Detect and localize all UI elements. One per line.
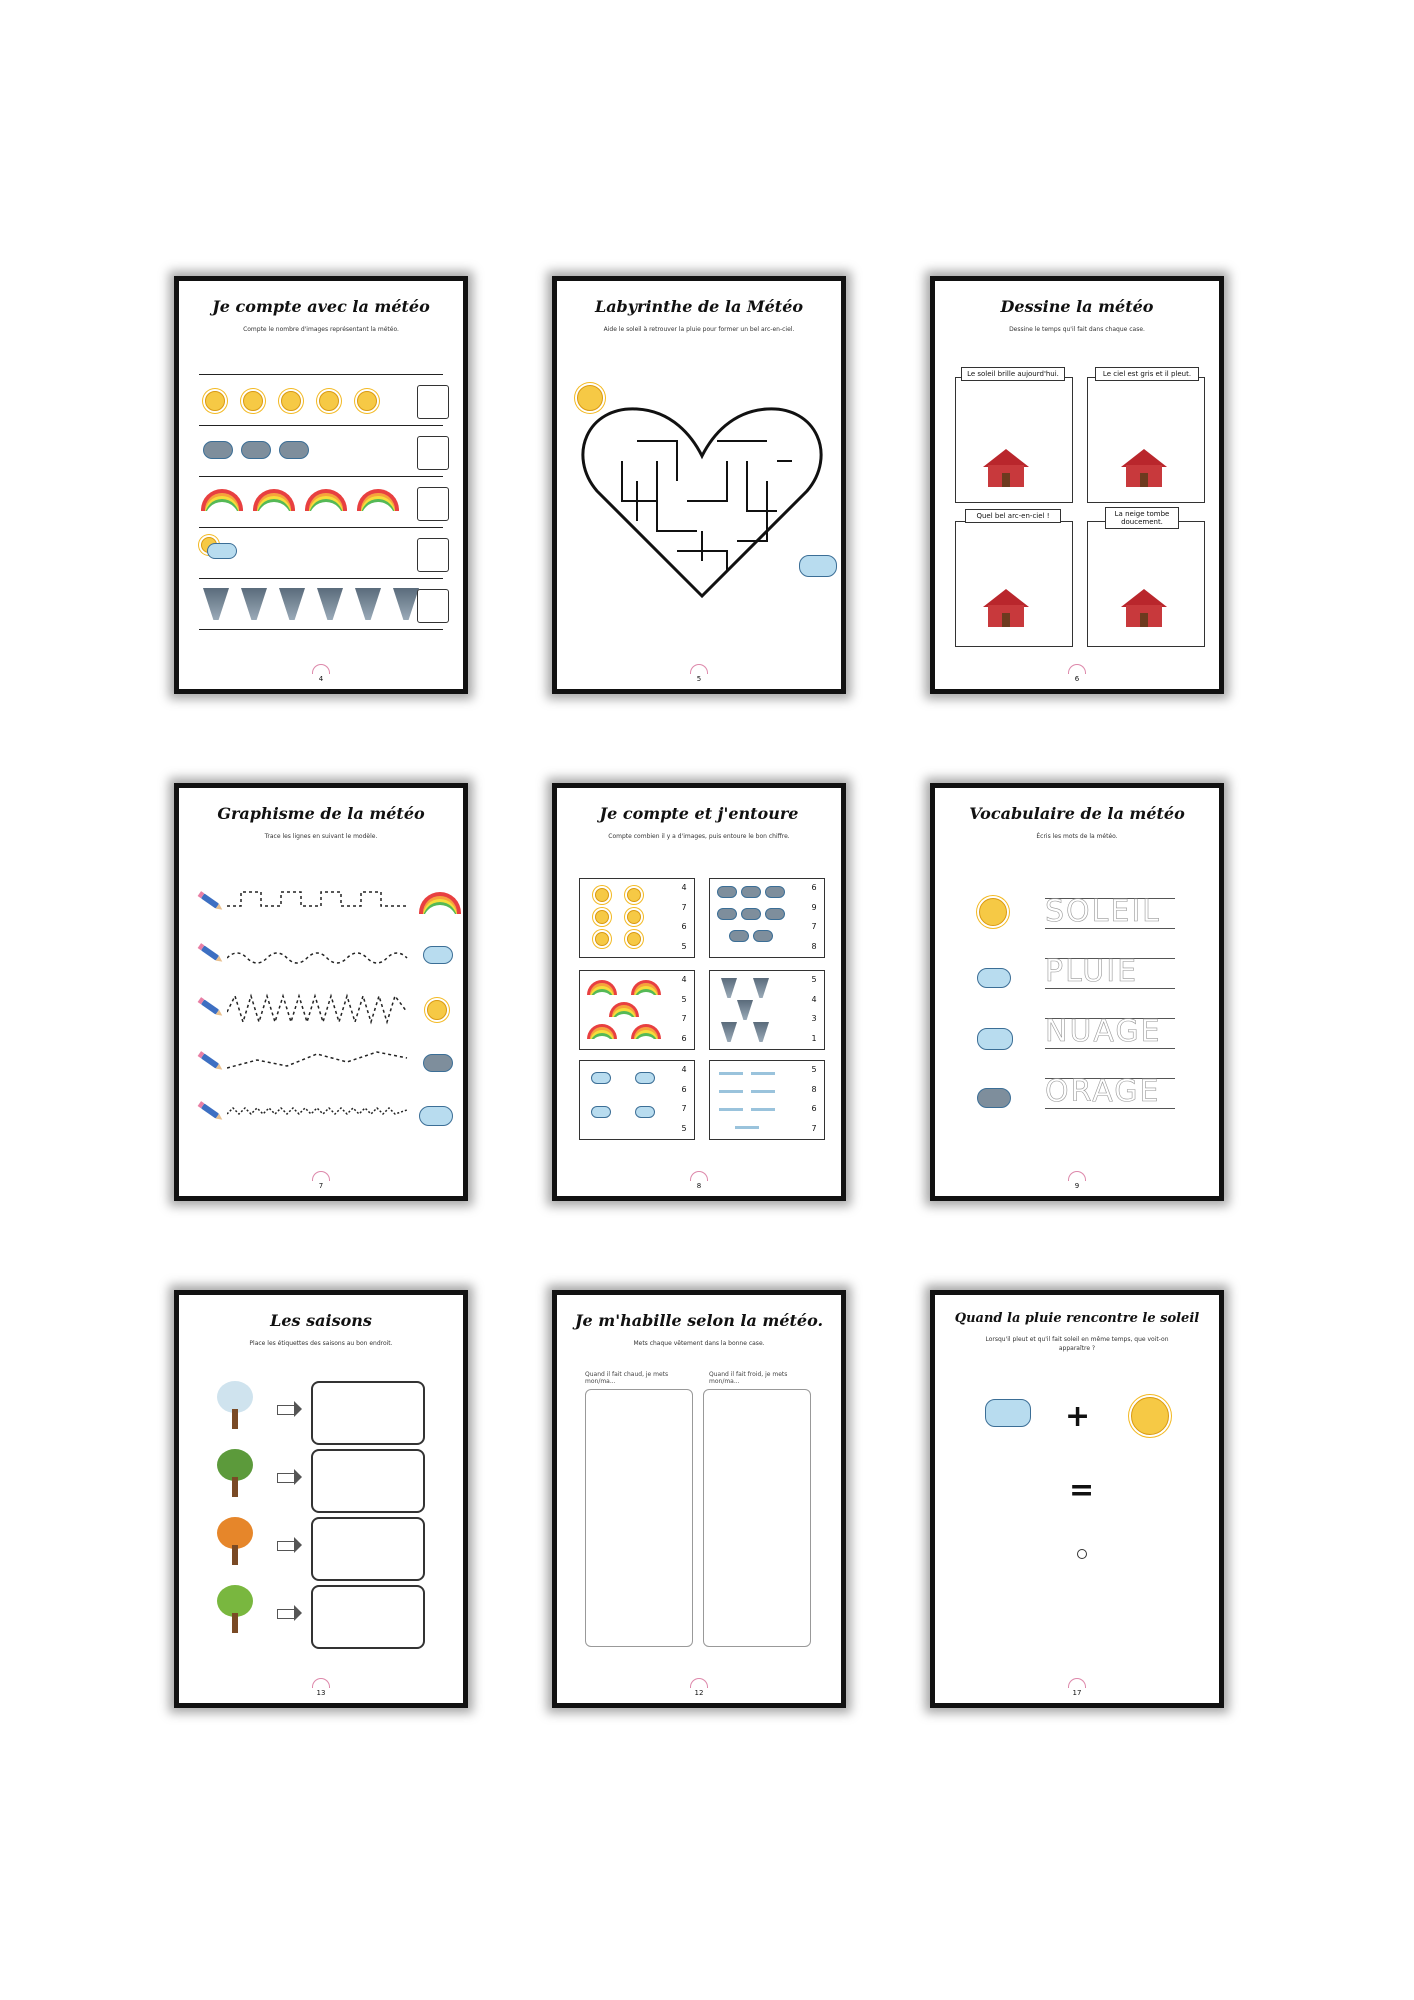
arrow-icon: [277, 1405, 294, 1415]
column-label: Quand il fait froid, je mets mon/ma...: [709, 1371, 788, 1385]
page-instruction: Mets chaque vêtement dans la bonne case.: [633, 1340, 765, 1347]
page-title: Les saisons: [270, 1311, 372, 1330]
rainbow-icon: [357, 489, 399, 511]
number-choice[interactable]: 8: [811, 1084, 817, 1094]
storm-cloud-icon: [765, 908, 785, 920]
page-title: Je compte et j'entoure: [599, 804, 799, 823]
page-instruction: Aide le soleil à retrouver la pluie pour former un bel arc-en-ciel.: [603, 326, 795, 333]
trace-word[interactable]: ORAGE: [1045, 1074, 1161, 1109]
pencil-icon: [201, 999, 219, 1014]
number-choice[interactable]: 5: [681, 941, 687, 951]
page-instruction: Lorsqu'il pleut et qu'il fait soleil en même temps, que voit-on apparaître ?: [985, 1336, 1169, 1352]
rain-cloud-icon: [977, 968, 1011, 988]
number-choice[interactable]: 5: [681, 994, 687, 1004]
rainbow-icon: [201, 489, 243, 511]
number-choice[interactable]: 3: [811, 1014, 817, 1023]
row-divider: [199, 578, 443, 579]
tracing-lines[interactable]: [227, 888, 417, 1128]
logo-icon: [312, 664, 330, 674]
wind-icon: [719, 1072, 743, 1075]
wind-icon: [751, 1090, 775, 1093]
pencil-icon: [201, 945, 219, 960]
page-instruction: Place les étiquettes des saisons au bon endroit.: [249, 1340, 393, 1347]
sun-icon: [205, 391, 225, 411]
sun-icon: [319, 391, 339, 411]
page-number: 17: [1072, 1689, 1082, 1697]
sun-icon: [427, 1000, 447, 1020]
winter-tree-icon: [215, 1381, 255, 1429]
tornado-icon: [317, 588, 343, 620]
row-divider: [199, 476, 443, 477]
house-icon: [1121, 449, 1167, 489]
number-choice[interactable]: 4: [681, 975, 687, 984]
arrow-icon: [277, 1609, 294, 1619]
page-instruction: Trace les lignes en suivant le modèle.: [264, 833, 378, 840]
rain-cloud-icon: [635, 1072, 655, 1084]
worksheet-page-9: [930, 783, 1224, 1201]
page-number: 7: [318, 1182, 324, 1190]
storm-cloud-icon: [717, 886, 737, 898]
storm-cloud-icon: [765, 886, 785, 898]
number-choice[interactable]: 7: [811, 1123, 817, 1133]
worksheet-page-7: [174, 783, 468, 1201]
page-instruction: Compte combien il y a d'images, puis entoure le bon chiffre.: [608, 833, 790, 840]
page-title: Je m'habille selon la météo.: [574, 1311, 824, 1330]
page-number: 6: [1074, 675, 1080, 683]
tornado-icon: [355, 588, 381, 620]
cold-weather-column[interactable]: [703, 1389, 811, 1647]
storm-cloud-icon: [203, 441, 233, 459]
trace-word[interactable]: PLUIE: [1045, 954, 1139, 989]
sun-icon: [979, 898, 1007, 926]
season-label-box[interactable]: [311, 1517, 425, 1581]
worksheet-page-12: [552, 1290, 846, 1708]
number-choice[interactable]: 4: [811, 994, 817, 1004]
rain-cloud-icon: [985, 1399, 1031, 1427]
equals-sign: =: [1069, 1473, 1095, 1508]
weather-label: Le ciel est gris et il pleut.: [1095, 367, 1199, 381]
cloud-icon: [419, 1106, 453, 1126]
plus-sign: +: [1065, 1399, 1091, 1434]
weather-label: Quel bel arc-en-ciel !: [965, 509, 1061, 523]
answer-box[interactable]: [417, 385, 449, 419]
arrow-icon: [277, 1473, 294, 1483]
number-choice[interactable]: 6: [681, 1084, 687, 1094]
page-number: 9: [1074, 1182, 1080, 1190]
answer-box[interactable]: [417, 436, 449, 470]
number-choice[interactable]: 6: [811, 883, 817, 892]
wind-icon: [751, 1108, 775, 1111]
answer-box[interactable]: [417, 487, 449, 521]
page-number: 8: [696, 1182, 702, 1190]
page-title: Labyrinthe de la Météo: [594, 297, 804, 316]
tornado-icon: [241, 588, 267, 620]
wind-icon: [719, 1090, 743, 1093]
worksheet-page-8: [552, 783, 846, 1201]
page-number: 4: [318, 675, 324, 683]
storm-cloud-icon: [241, 441, 271, 459]
storm-cloud-icon: [977, 1088, 1011, 1108]
sun-icon: [595, 888, 609, 902]
row-divider: [199, 527, 443, 528]
page-title: Graphisme de la météo: [217, 804, 425, 823]
sun-icon: [243, 391, 263, 411]
sun-icon: [595, 932, 609, 946]
storm-cloud-icon: [423, 1054, 453, 1072]
number-choice[interactable]: 7: [681, 1104, 687, 1113]
season-label-box[interactable]: [311, 1449, 425, 1513]
page-instruction: Compte le nombre d'images représentant la météo.: [243, 326, 399, 333]
summer-tree-icon: [215, 1585, 255, 1633]
weather-label: Le soleil brille aujourd'hui.: [961, 367, 1065, 381]
sun-icon: [1131, 1397, 1169, 1435]
storm-cloud-icon: [741, 886, 761, 898]
column-label: Quand il fait chaud, je mets mon/ma...: [585, 1371, 669, 1385]
sun-icon: [357, 391, 377, 411]
number-choice[interactable]: 4: [681, 1065, 687, 1074]
number-choice[interactable]: 4: [681, 883, 687, 892]
page-instruction: Écris les mots de la météo.: [1036, 833, 1118, 840]
row-divider: [199, 629, 443, 630]
number-choice[interactable]: 7: [681, 902, 687, 912]
tornado-icon: [279, 588, 305, 620]
pencil-icon: [201, 1103, 219, 1118]
wind-icon: [751, 1072, 775, 1075]
page-title: Quand la pluie rencontre le soleil: [954, 1311, 1200, 1326]
sun-icon: [281, 391, 301, 411]
rain-cloud-icon: [591, 1106, 611, 1118]
pencil-icon: [201, 1053, 219, 1068]
number-choice[interactable]: 5: [811, 1065, 817, 1074]
storm-cloud-icon: [753, 930, 773, 942]
worksheet-page-4: [174, 276, 468, 694]
answer-box[interactable]: [417, 589, 449, 623]
rainbow-icon: [305, 489, 347, 511]
page-title: Dessine la météo: [1000, 297, 1154, 316]
answer-box[interactable]: [417, 538, 449, 572]
pencil-icon: [201, 893, 219, 908]
logo-icon: [690, 1678, 708, 1688]
tornado-icon: [203, 588, 229, 620]
page-number: 13: [316, 1689, 326, 1697]
wind-icon: [735, 1126, 759, 1129]
rainbow-icon: [253, 489, 295, 511]
worksheet-page-5: [552, 276, 846, 694]
number-choice[interactable]: 6: [681, 1033, 687, 1043]
page-number: 5: [696, 675, 702, 683]
storm-cloud-icon: [741, 908, 761, 920]
number-choice[interactable]: 1: [811, 1033, 817, 1043]
page-title: Vocabulaire de la météo: [969, 804, 1185, 823]
number-choice[interactable]: 9: [811, 902, 817, 912]
season-label-box[interactable]: [311, 1585, 425, 1649]
number-choice[interactable]: 6: [811, 1104, 817, 1113]
logo-icon: [312, 1678, 330, 1688]
page-number: 12: [694, 1689, 704, 1697]
page-instruction: Dessine le temps qu'il fait dans chaque case.: [1009, 326, 1145, 333]
weather-label: La neige tombe doucement.: [1105, 507, 1179, 529]
season-label-box[interactable]: [311, 1381, 425, 1445]
spring-tree-icon: [215, 1449, 255, 1497]
sun-icon: [595, 910, 609, 924]
house-icon: [1121, 589, 1167, 629]
rain-cloud-icon: [591, 1072, 611, 1084]
heart-maze[interactable]: [577, 401, 827, 601]
worksheet-page-17: [930, 1290, 1224, 1708]
logo-icon: [1068, 664, 1086, 674]
number-choice[interactable]: 8: [811, 941, 817, 951]
logo-icon: [312, 1171, 330, 1181]
trace-word[interactable]: SOLEIL: [1045, 894, 1161, 929]
logo-icon: [690, 664, 708, 674]
wind-icon: [719, 1108, 743, 1111]
tornado-icon: [393, 588, 419, 620]
worksheet-page-13: [174, 1290, 468, 1708]
cloud-icon: [207, 543, 237, 559]
logo-icon: [690, 1171, 708, 1181]
number-choice[interactable]: 5: [681, 1123, 687, 1133]
sun-icon: [627, 888, 641, 902]
sun-icon: [627, 910, 641, 924]
row-divider: [199, 425, 443, 426]
worksheet-page-6: [930, 276, 1224, 694]
house-icon: [983, 589, 1029, 629]
sun-icon: [627, 932, 641, 946]
number-choice[interactable]: 6: [681, 922, 687, 931]
row-divider: [199, 374, 443, 375]
trace-word[interactable]: NUAGE: [1045, 1014, 1162, 1049]
page-title: Je compte avec la météo: [212, 297, 430, 316]
rain-cloud-icon: [423, 946, 453, 964]
number-choice[interactable]: 7: [811, 922, 817, 931]
house-icon: [983, 449, 1029, 489]
rainbow-icon: [419, 892, 461, 914]
arrow-icon: [277, 1541, 294, 1551]
answer-circle[interactable]: [1077, 1549, 1087, 1559]
hot-weather-column[interactable]: [585, 1389, 693, 1647]
storm-cloud-icon: [729, 930, 749, 942]
rain-cloud-icon: [799, 555, 837, 577]
cloud-icon: [977, 1028, 1013, 1050]
logo-icon: [1068, 1171, 1086, 1181]
autumn-tree-icon: [215, 1517, 255, 1565]
rain-cloud-icon: [635, 1106, 655, 1118]
storm-cloud-icon: [279, 441, 309, 459]
number-choice[interactable]: 7: [681, 1014, 687, 1023]
logo-icon: [1068, 1678, 1086, 1688]
number-choice[interactable]: 5: [811, 975, 817, 984]
storm-cloud-icon: [717, 908, 737, 920]
